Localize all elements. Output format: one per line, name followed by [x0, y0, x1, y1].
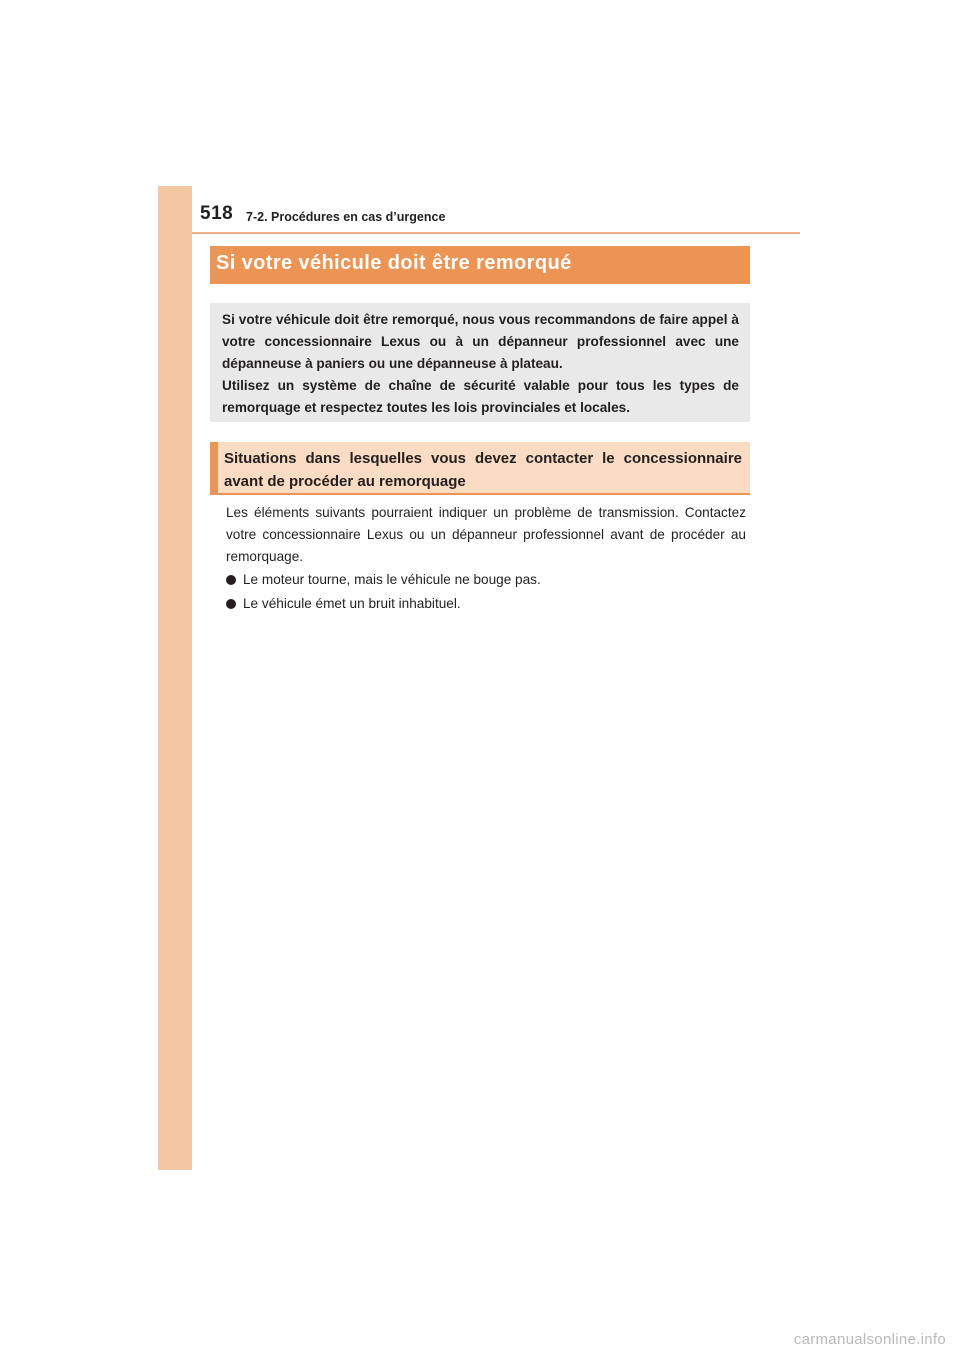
bullet-list: [226, 568, 746, 616]
list-item-text: Le moteur tourne, mais le véhicule ne bouge pas.: [243, 572, 541, 587]
subsection-body: Les éléments suivants pourraient indiquer un problème de transmission. Contactez votre concessionnaire Lexus ou un dépanneur professionnel avant de procéder au remorquage.: [226, 505, 746, 564]
page-title: Si votre véhicule doit être remorqué: [210, 246, 750, 284]
list-item: [226, 568, 746, 592]
subsection-heading: Situations dans lesquelles vous devez contacter le concessionnaire avant de procéder au remorquage: [210, 442, 750, 495]
bullet-dot-icon: [226, 575, 236, 585]
side-color-band: [158, 186, 192, 1170]
list-item: [226, 592, 746, 616]
bullet-dot-icon: [226, 599, 236, 609]
intro-paragraph-2: Utilisez un système de chaîne de sécurité valable pour tous les types de remorquage et respectez toutes les lois provinciales et locales.: [222, 378, 739, 415]
intro-box: [210, 303, 750, 422]
section-header: 7-2. Procédures en cas d’urgence: [246, 210, 446, 224]
intro-paragraph-1: Si votre véhicule doit être remorqué, nous vous recommandons de faire appel à votre concessionnaire Lexus ou à un dépanneur professionnel avec une dépanneuse à paniers ou une dépanneuse à plateau.: [222, 312, 739, 371]
header-divider: [192, 232, 800, 234]
page-number: 518: [200, 203, 234, 224]
watermark: carmanualsonline.info: [793, 1331, 946, 1348]
list-item-text: Le véhicule émet un bruit inhabituel.: [243, 596, 461, 611]
